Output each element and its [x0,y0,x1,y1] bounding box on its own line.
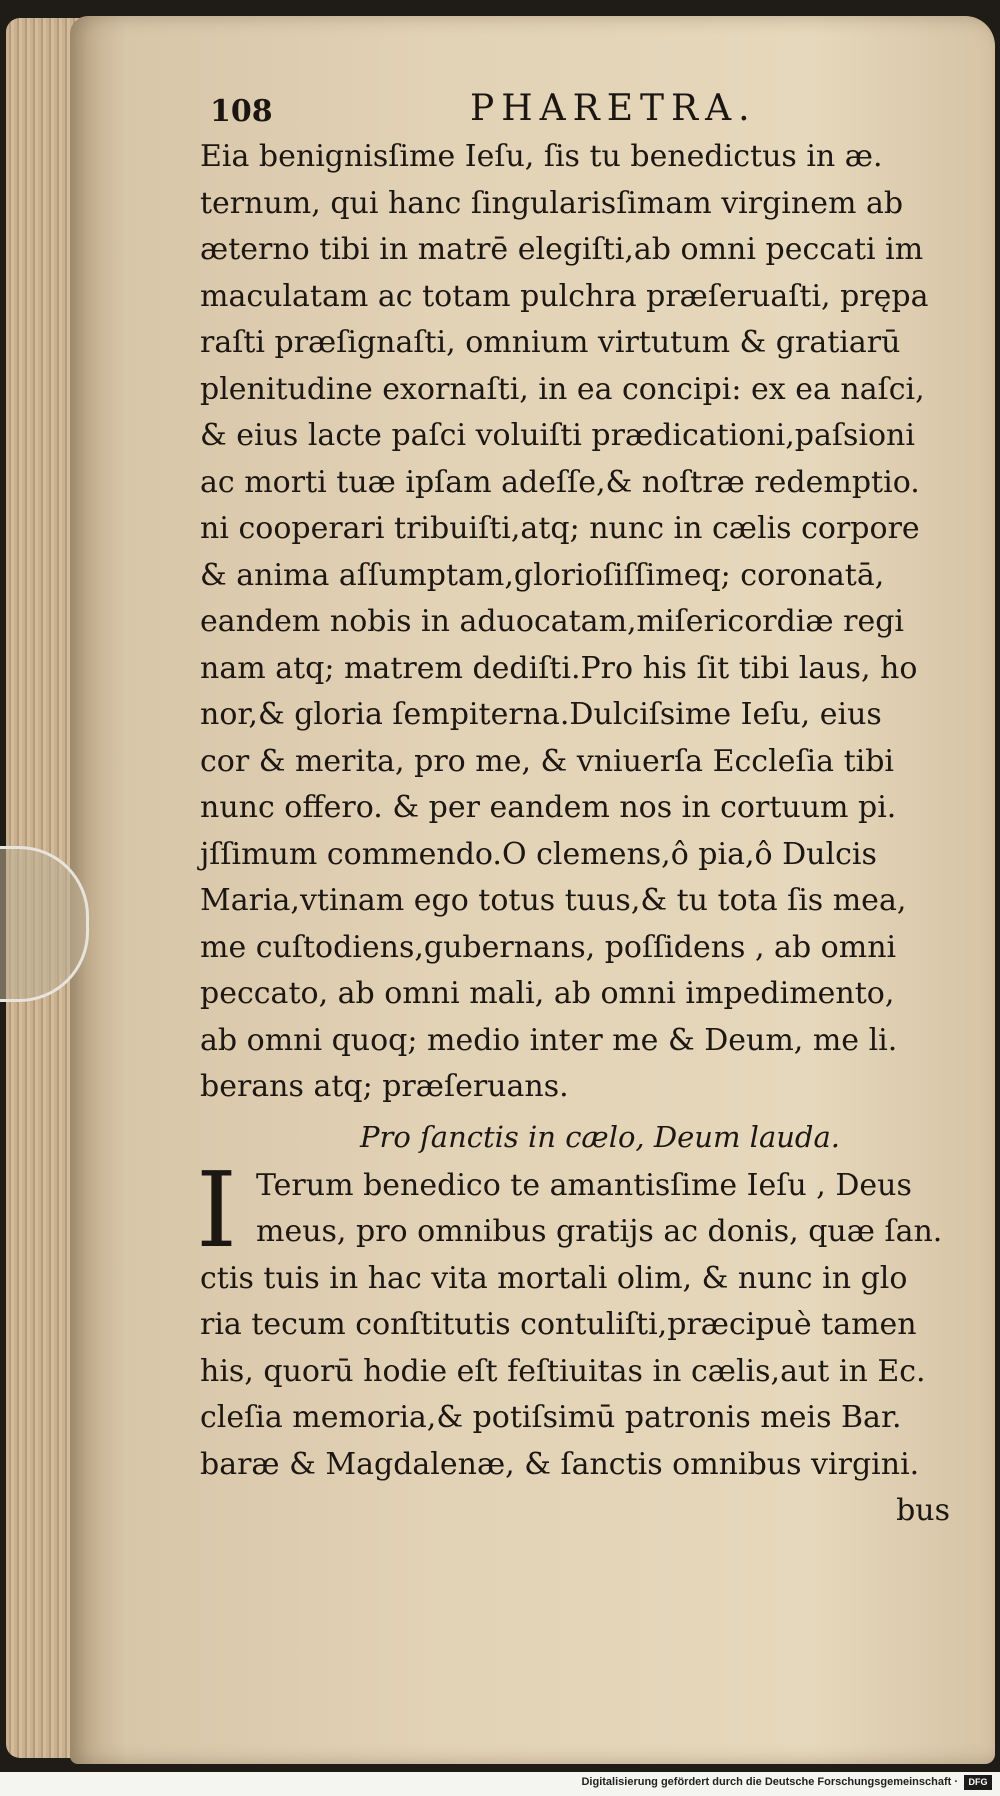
text-line: æterno tibi in matrē elegiſti,ab omni peccati im [200,232,924,267]
text-line: cleſia memoria,& potiſsimū patronis meis Bar. [200,1400,902,1435]
text-line: berans atq; præſeruans. [200,1069,569,1104]
text-line: Terum benedico te amantisſime Ieſu , Deus [256,1167,912,1203]
text-line: raſti præſignaſti, omnium virtutum & gratiarū [200,325,901,360]
text-line: ab omni quoq; medio inter me & Deum, me li. [200,1022,898,1058]
text-line: ria tecum conſtitutis contuliſti,præcipuè tamen [200,1307,917,1342]
catchword: bus [896,1493,950,1528]
text-line: me cuſtodiens,gubernans, poſſidens , ab omni [200,929,897,965]
text-line: cor & merita, pro me, & vniuerſa Eccleſia tibi [200,743,895,779]
text-line: ternum, qui hanc ſingularisſimam virginem ab [200,185,904,221]
drop-cap: I [196,1149,238,1271]
text-line: baræ & Magdalenæ, & ſanctis omnibus virgini. [200,1446,920,1482]
text-line: eandem nobis in aduocatam,miſericordiæ regi [200,604,905,639]
text-line: & anima aſſumptam,glorioſiſſimeq; coronatā, [200,557,885,593]
text-line: ni cooperari tribuiſti,atq; nunc in cælis corpore [200,511,920,546]
text-line: peccato, ab omni mali, ab omni impedimento, [200,976,895,1011]
text-line: ctis tuis in hac vita mortali olim, & nunc in glo [200,1260,908,1296]
section-heading: Pro ſanctis in cælo, Deum lauda. [360,1119,840,1154]
text-line: his, quorū hodie eſt feſtiuitas in cælis,aut in Ec. [200,1353,926,1389]
text-line: nunc offero. & per eandem nos in cortuum pi. [200,790,897,825]
text-line: & eius lacte paſci voluiſti prædicationi,paſsioni [200,418,915,453]
text-line: nor,& gloria ſempiterna.Dulciſsime Ieſu, eius [200,697,882,732]
text-line: meus, pro omnibus gratijs ac donis, quæ ſan. [256,1214,943,1249]
footer [0,1772,1000,1796]
text-line: jſſimum commendo.O clemens,ô pia,ô Dulcis [200,836,877,872]
text-line: maculatam ac totam pulchra præſeruaſti, prępa [200,278,929,314]
text-line: Maria,vtinam ego totus tuus,& tu tota ſis mea, [200,883,907,918]
funding-credit: Digitalisierung gefördert durch die Deutsche Forschungsgemeinschaft · [581,1776,958,1788]
running-head [140,88,840,138]
text-line: plenitudine exornaſti, in ea concipi: ex ea naſci, [200,371,925,407]
main-text [200,134,990,1535]
page-number: 108 [210,94,273,129]
text-line: nam atq; matrem dediſti.Pro his ſit tibi laus, ho [200,650,918,686]
text-line: Eia benignisſime Ieſu, ſis tu benedictus in æ. [200,139,883,174]
text-line: ac morti tuæ ipſam adeſſe,& noſtræ redemptio. [200,464,920,500]
dfg-logo: DFG [964,1775,992,1790]
book-title: PHARETRA. [470,88,757,129]
